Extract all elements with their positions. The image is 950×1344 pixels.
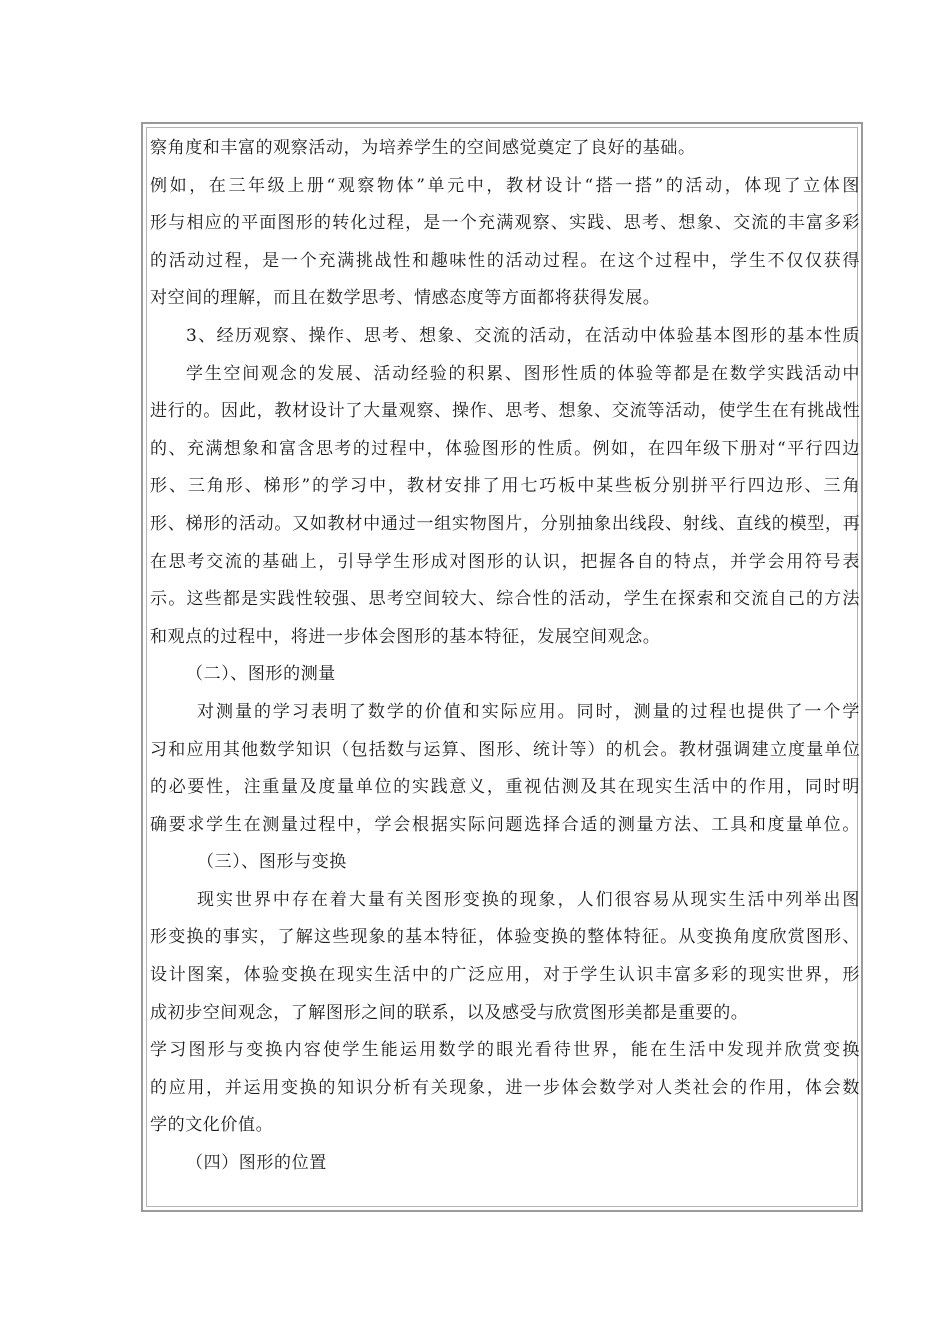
text-line: 成初步空间观念，了解图形之间的联系，以及感受与欣赏图形美都是重要的。 bbox=[150, 1002, 749, 1023]
section-heading-measurement: （二）、图形的测量 bbox=[186, 664, 336, 685]
text-line: 的、充满想象和富含思考的过程中，体验图形的性质。例如，在四年级下册对“平行四边 bbox=[150, 438, 860, 459]
text-line: 进行的。因此，教材设计了大量观察、操作、思考、想象、交流等活动，使学生在有挑战性 bbox=[150, 401, 860, 422]
text-line: 习和应用其他数学知识（包括数与运算、图形、统计等）的机会。教材强调建立度量单位 bbox=[150, 739, 860, 760]
text-line: 在思考交流的基础上，引导学生形成对图形的认识，把握各自的特点，并学会用符号表 bbox=[150, 551, 860, 572]
text-line: 的应用，并运用变换的知识分析有关现象，进一步体会数学对人类社会的作用，体会数 bbox=[150, 1077, 860, 1098]
text-line: 形变换的事实，了解这些现象的基本特征，体验变换的整体特征。从变换角度欣赏图形、 bbox=[150, 927, 860, 948]
text-line: 形、三角形、梯形”的学习中，教材安排了用七巧板中某些板分别拼平行四边形、三角 bbox=[150, 476, 860, 497]
text-line: 察角度和丰富的观察活动，为培养学生的空间感觉奠定了良好的基础。 bbox=[150, 138, 696, 158]
text-line: 示。这些都是实践性较强、思考空间较大、综合性的活动，学生在探索和交流自己的方法 bbox=[150, 589, 860, 610]
text-line: 的必要性，注重量及度量单位的实践意义，重视估测及其在现实生活中的作用，同时明 bbox=[150, 777, 860, 798]
text-line: 设计图案，体验变换在现实生活中的广泛应用，对于学生认识丰富多彩的现实世界，形 bbox=[150, 965, 860, 986]
text-line: 对测量的学习表明了数学的价值和实际应用。同时，测量的过程也提供了一个学 bbox=[197, 701, 860, 722]
section-heading-position: （四）图形的位置 bbox=[186, 1153, 327, 1174]
text-line: 学的文化价值。 bbox=[150, 1115, 274, 1136]
text-line: 形、梯形的活动。又如教材中通过一组实物图片，分别抽象出线段、射线、直线的模型，再 bbox=[150, 513, 860, 534]
text-line: 学生空间观念的发展、活动经验的积累、图形性质的体验等都是在数学实践活动中 bbox=[186, 363, 860, 384]
text-line: 对空间的理解，而且在数学思考、情感态度等方面都将获得发展。 bbox=[150, 288, 661, 309]
text-line: 学习图形与变换内容使学生能运用数学的眼光看待世界，能在生活中发现并欣赏变换 bbox=[150, 1040, 860, 1061]
text-line: 确要求学生在测量过程中，学会根据实际问题选择合适的测量方法、工具和度量单位。 bbox=[150, 814, 860, 835]
text-line: 和观点的过程中，将进一步体会图形的基本特征，发展空间观念。 bbox=[150, 626, 661, 647]
section-heading-transformation: （三）、图形与变换 bbox=[197, 852, 347, 873]
table-cell bbox=[146, 127, 858, 1207]
text-line: 3、经历观察、操作、思考、想象、交流的活动，在活动中体验基本图形的基本性质 bbox=[186, 325, 860, 346]
text-line: 形与相应的平面图形的转化过程，是一个充满观察、实践、思考、想象、交流的丰富多彩 bbox=[150, 213, 860, 234]
text-line: 的活动过程，是一个充满挑战性和趣味性的活动过程。在这个过程中，学生不仅仅获得 bbox=[150, 250, 860, 271]
text-line: 例如，在三年级上册“观察物体”单元中，教材设计“搭一搭”的活动，体现了立体图 bbox=[150, 175, 860, 196]
table-frame bbox=[141, 122, 863, 1212]
text-line: 现实世界中存在着大量有关图形变换的现象，人们很容易从现实生活中列举出图 bbox=[197, 889, 860, 910]
cell-text bbox=[150, 130, 860, 1183]
